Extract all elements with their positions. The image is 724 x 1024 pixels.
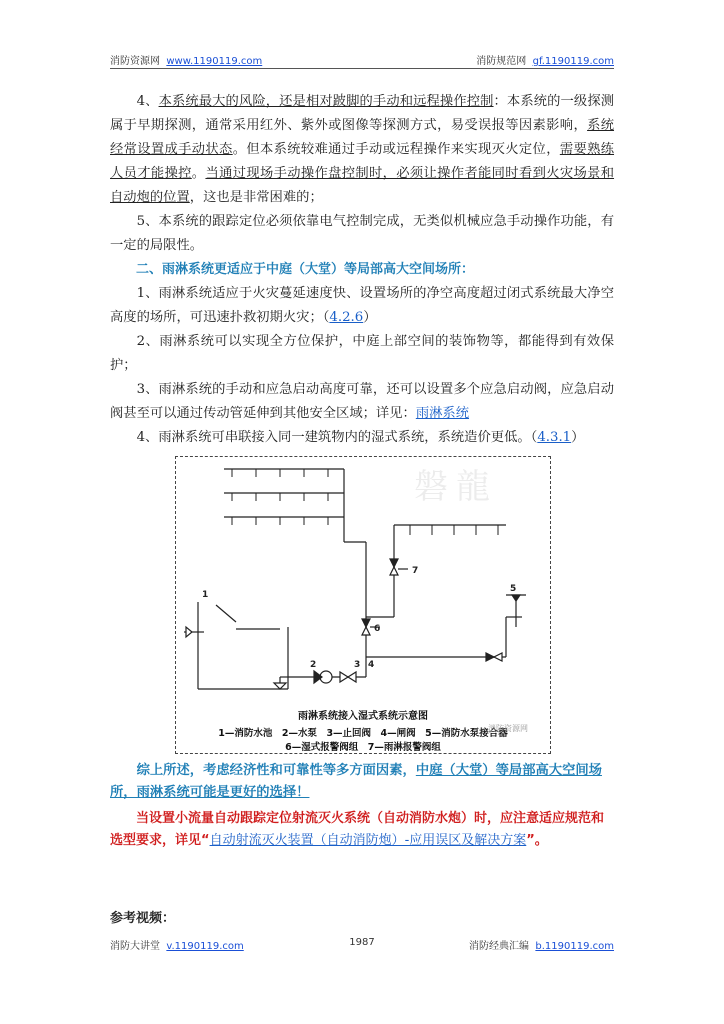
warning-text: 当设置小流量自动跟踪定位射流灭火系统（自动消防水炮）时，应注意适应规范和选型要求，详见 xyxy=(110,811,605,848)
water-tank xyxy=(184,602,288,689)
warning-open-quote: “ xyxy=(201,833,210,848)
footer-right-label: 消防经典汇编 xyxy=(469,941,530,952)
p4-underline-2: 系统经常设置成手动状态 xyxy=(110,118,615,157)
sprinkler-branches-left xyxy=(224,469,366,677)
header-right-label: 消防规范网 xyxy=(476,56,527,67)
p4-underline-3: 需要熟练人员才能操控 xyxy=(110,142,615,181)
figure-box xyxy=(175,456,551,754)
page-number: 1987 xyxy=(349,937,375,948)
item-4-text: 4、雨淋系统可串联接入同一建筑物内的湿式系统，系统造价更低。（ xyxy=(136,430,538,445)
open-sprinklers-right xyxy=(410,525,498,535)
page-footer xyxy=(110,937,614,951)
label-2: 2 xyxy=(310,660,317,670)
header-left-label: 消防资源网 xyxy=(110,56,160,67)
p4-underline-4: 当通过现场手动操作盘控制时，必须让操作者能同时看到火灾场景和自动炮的位置 xyxy=(110,166,615,205)
warning-close-quote: ”。 xyxy=(526,833,548,848)
label-3: 3 xyxy=(354,660,361,670)
p4-underline-1: 本系统最大的风险，还是相对跛脚的手动和远程操作控制 xyxy=(158,94,494,109)
paragraph-5: 5、本系统的跟踪定位必须依靠电气控制完成，无类似机械应急手动操作功能，有一定的局限性。 xyxy=(110,214,614,253)
p4-text-2: 。但本系统较难通过手动或远程操作来实现灭火定位， xyxy=(232,142,560,157)
item-4-link[interactable]: 4.3.1 xyxy=(537,430,572,445)
header-right-link[interactable]: gf.1190119.com xyxy=(532,56,614,67)
page-header xyxy=(110,52,614,66)
main-content xyxy=(110,90,614,450)
conclusion-block xyxy=(110,760,614,852)
drain-valve-left xyxy=(186,627,192,637)
footer-right xyxy=(469,937,614,952)
warning-paragraph xyxy=(110,808,614,852)
item-4 xyxy=(110,426,614,450)
label-7: 7 xyxy=(412,566,419,576)
header-divider xyxy=(110,68,614,69)
label-5: 5 xyxy=(510,584,517,594)
item-1-link[interactable]: 4.2.6 xyxy=(329,310,364,325)
system-diagram xyxy=(176,457,550,705)
p4-prefix: 4、 xyxy=(136,94,159,109)
footer-right-link[interactable]: b.1190119.com xyxy=(535,941,614,952)
conclusion-prefix: 综上所述，考虑经济性和可靠性等多方面因素， xyxy=(136,763,416,778)
conclusion-paragraph xyxy=(110,760,614,804)
figure-watermark: 磐龍 xyxy=(414,467,498,507)
figure-legend-1: 1—消防水池 2—水泵 3—止回阀 4—闸阀 5—消防水泵接合器 xyxy=(218,728,508,739)
reference-title: 参考视频： xyxy=(110,911,176,926)
p4-text-3: 。 xyxy=(191,166,206,181)
conclusion-underlined: 中庭（大堂）等局部高大空间场所，雨淋系统可能是更好的选择！ xyxy=(110,763,602,800)
supply-main xyxy=(366,617,522,661)
footer-left-link[interactable]: v.1190119.com xyxy=(166,941,244,952)
figure-source-mark: 消防资源网 xyxy=(488,724,528,733)
label-4: 4 xyxy=(368,660,375,670)
warning-link[interactable]: 自动射流灭火装置（自动消防炮）-应用误区及解决方案 xyxy=(209,833,527,848)
item-3-text: 3、雨淋系统的手动和应急启动高度可靠，还可以设置多个应急启动阀，应急启动阀甚至可以通过传动管延伸到其他安全区域；详见： xyxy=(110,382,614,421)
paragraph-4 xyxy=(110,90,614,210)
footer-left-label: 消防大讲堂 xyxy=(110,941,160,952)
deluge-branch-right xyxy=(366,525,506,617)
p4-text-4: ，这也是非常困难的； xyxy=(189,190,323,205)
pump-adapter xyxy=(506,595,526,627)
item-3 xyxy=(110,378,614,426)
section-2-title: 二、雨淋系统更适应于中庭（大堂）等局部高大空间场所： xyxy=(136,262,475,277)
item-4-end: ） xyxy=(571,430,585,445)
item-1-text: 1、雨淋系统适应于火灾蔓延速度快、设置场所的净空高度超过闭式系统最大净空高度的场所，可迅速扑救初期火灾；（ xyxy=(110,286,614,325)
deluge-valve xyxy=(390,559,408,575)
item-1-end: ） xyxy=(363,310,377,325)
figure-title: 雨淋系统接入湿式系统示意图 xyxy=(298,711,428,722)
label-6: 6 xyxy=(374,624,381,634)
item-3-link[interactable]: 雨淋系统 xyxy=(415,406,470,421)
label-1: 1 xyxy=(202,590,209,600)
header-right xyxy=(476,52,614,67)
item-1 xyxy=(110,282,614,330)
item-2: 2、雨淋系统可以实现全方位保护，中庭上部空间的装饰物等，都能得到有效保护； xyxy=(110,334,614,373)
header-left xyxy=(110,52,262,67)
figure-legend-2: 6—湿式报警阀组 7—雨淋报警阀组 xyxy=(285,742,441,753)
p4-text-1: ：本系统的一级探测属于早期探测，通常采用红外、紫外或图像等探测方式，易受误报等因素影响， xyxy=(110,94,615,133)
header-left-link[interactable]: www.1190119.com xyxy=(166,56,263,67)
